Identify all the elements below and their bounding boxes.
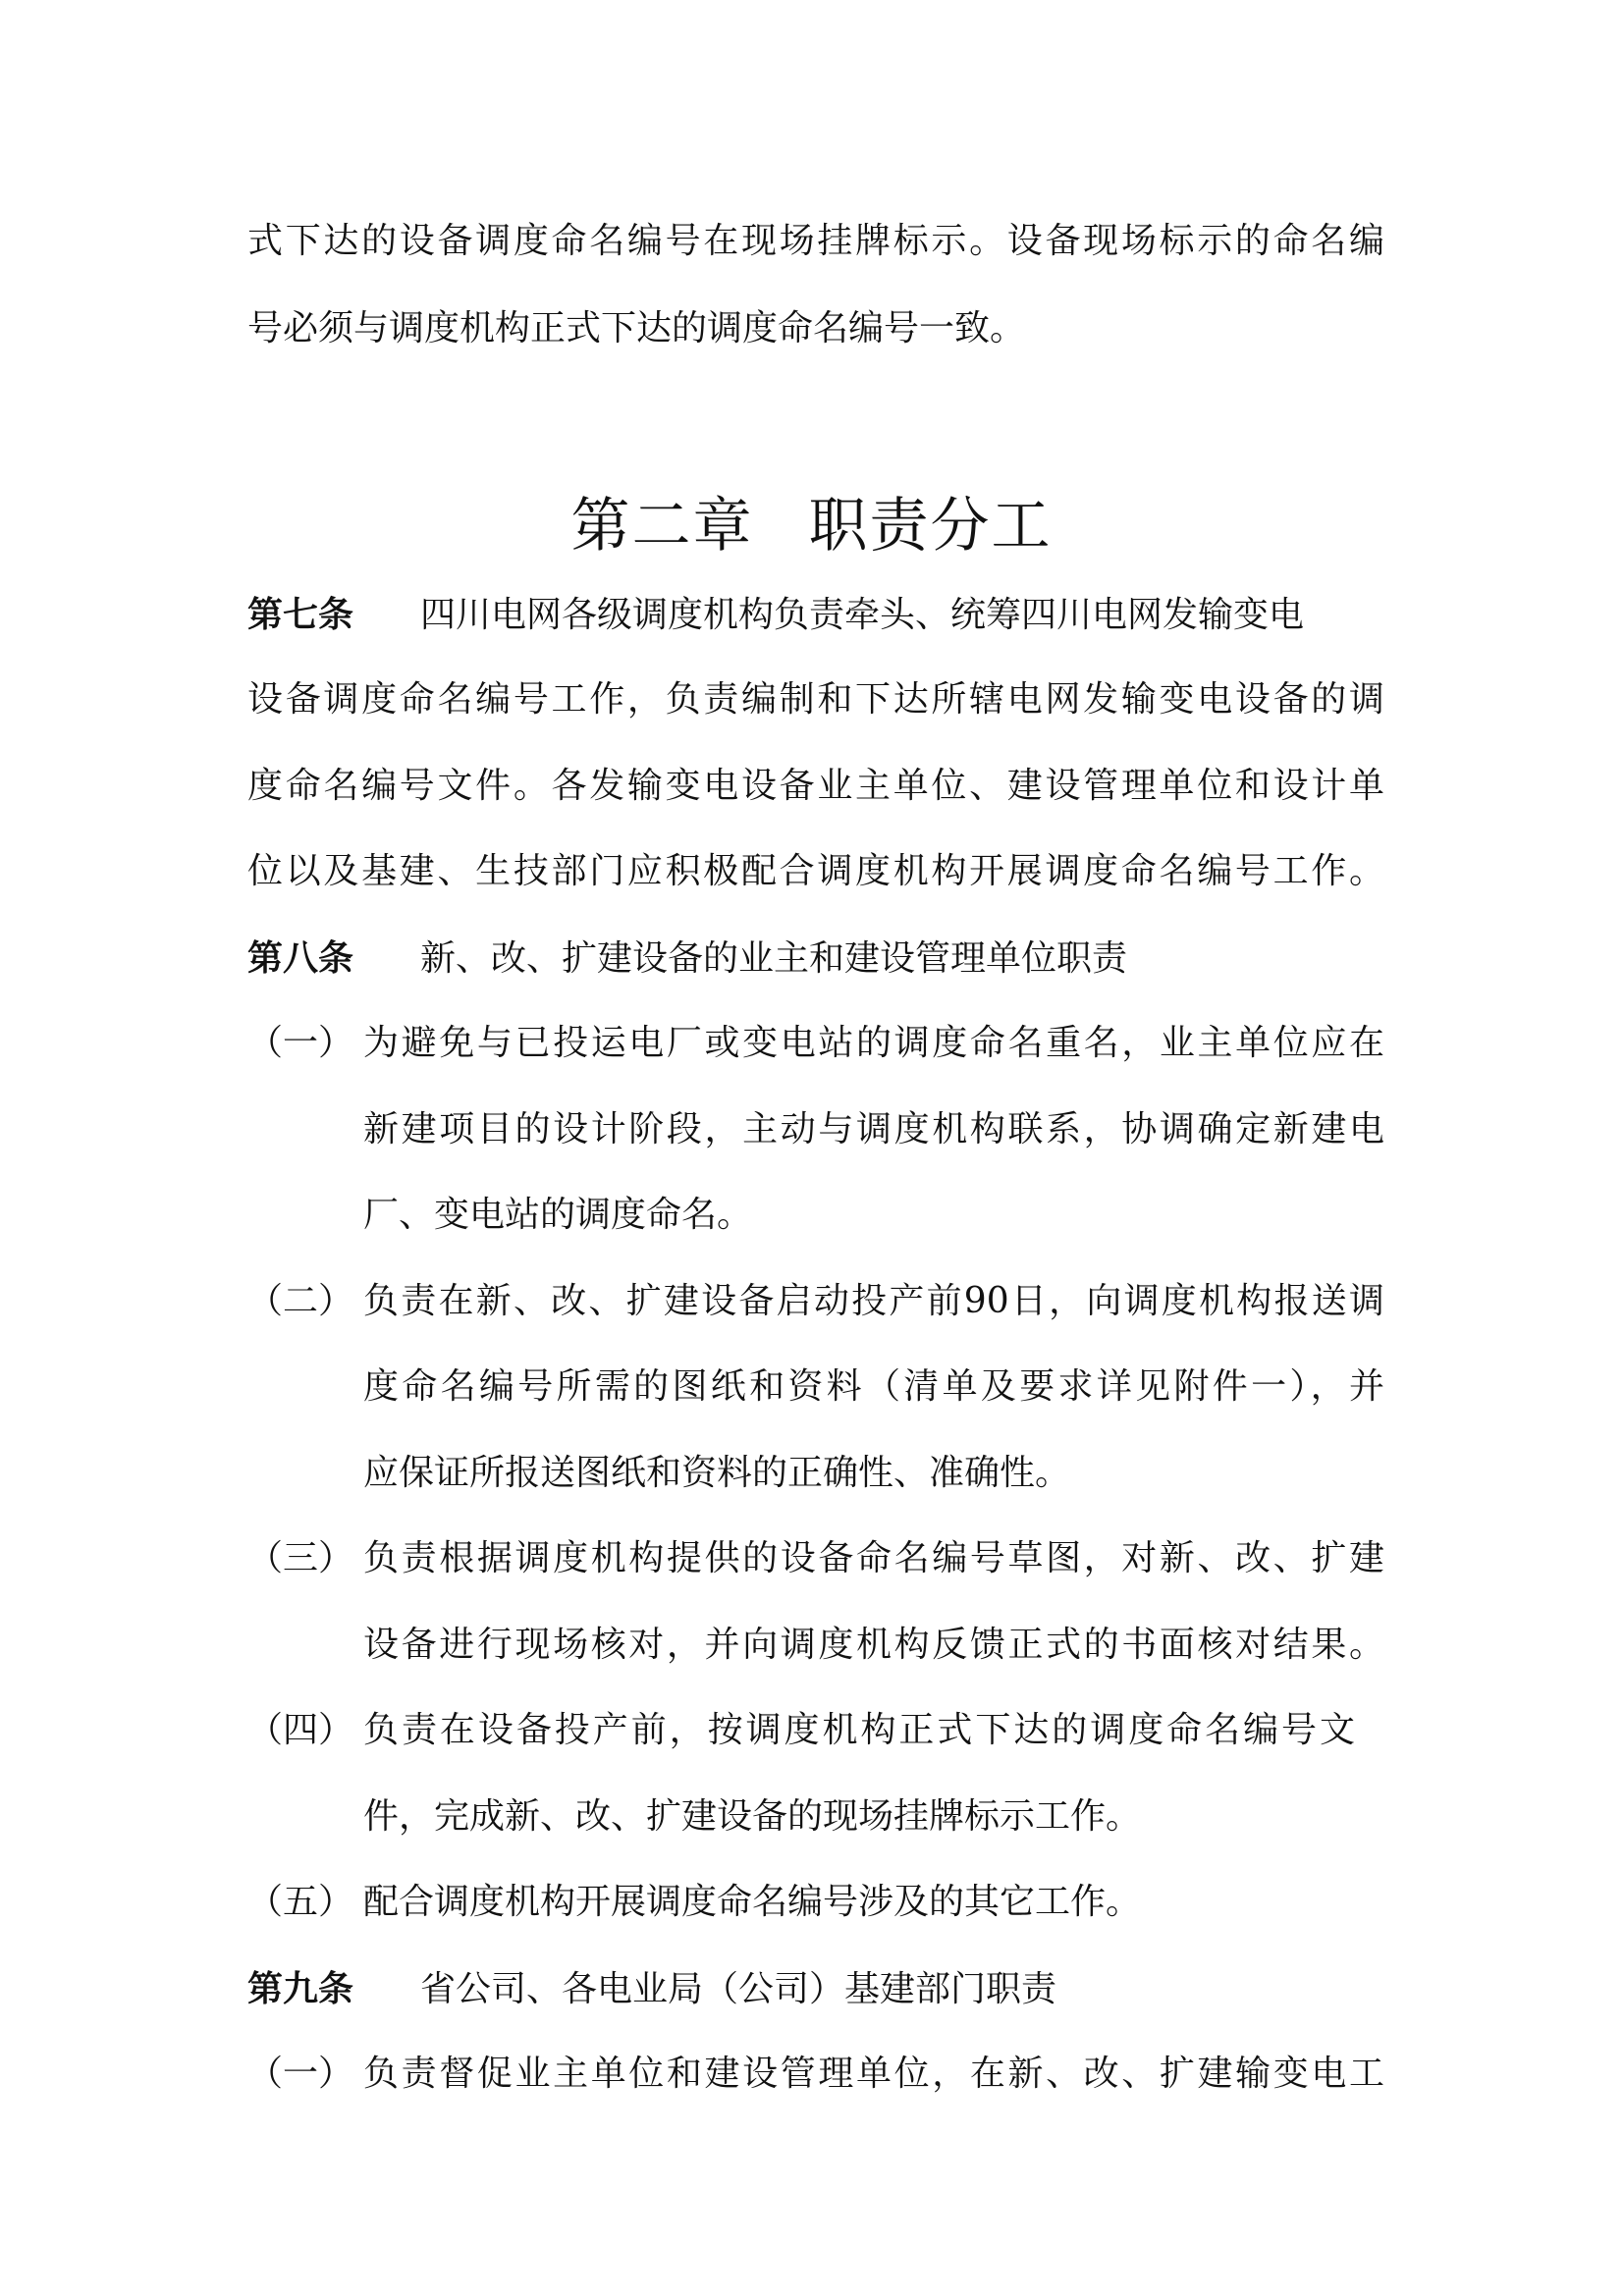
article-8-item-4-line-1: 负责在设备投产前，按调度机构正式下达的调度命名编号文 — [363, 1710, 1355, 1750]
article-8-item-3-line-1: 负责根据调度机构提供的设备命名编号草图，对新、改、扩建 — [363, 1538, 1384, 1578]
chapter-number: 第二章 — [570, 492, 754, 561]
article-7-line-2: 设备调度命名编号工作，负责编制和下达所辖电网发输变电设备的调 — [247, 679, 1384, 720]
article-8-item-5-line-1: 配合调度机构开展调度命名编号涉及的其它工作。 — [363, 1882, 1142, 1922]
article-8-item-3-line-2: 设备进行现场核对，并向调度机构反馈正式的书面核对结果。 — [363, 1625, 1384, 1665]
article-7-line-4: 位以及基建、生技部门应积极配合调度机构开展调度命名编号工作。 — [247, 851, 1384, 891]
article-8-item-1-line-1: 为避免与已投运电厂或变电站的调度命名重名，业主单位应在 — [363, 1023, 1384, 1063]
article-7-text: 四川电网各级调度机构负责牵头、统筹四川电网发输变电 — [420, 595, 1305, 635]
article-8-title: 新、改、扩建设备的业主和建设管理单位职责 — [420, 938, 1128, 979]
article-8-heading — [247, 936, 1127, 980]
article-8-item-5-number: （五） — [247, 1882, 354, 1922]
intro-line-2: 号必须与调度机构正式下达的调度命名编号一致。 — [247, 308, 1026, 348]
article-8-item-2-line-1: 负责在新、改、扩建设备启动投产前90日，向调度机构报送调 — [363, 1281, 1384, 1321]
article-8-item-1-line-2: 新建项目的设计阶段，主动与调度机构联系，协调确定新建电 — [363, 1109, 1384, 1149]
article-8-item-1-number: （一） — [247, 1023, 354, 1063]
article-8-item-4-line-2: 件，完成新、改、扩建设备的现场挂牌标示工作。 — [363, 1796, 1142, 1837]
chapter-heading — [0, 491, 1623, 561]
article-9-heading — [247, 1967, 1056, 2010]
chapter-title: 职责分工 — [808, 492, 1053, 561]
article-9-label: 第九条 — [247, 1968, 354, 2009]
article-8-item-2-number: （二） — [247, 1281, 354, 1321]
article-8-item-2-line-3: 应保证所报送图纸和资料的正确性、准确性。 — [363, 1453, 1071, 1493]
article-7-line-3: 度命名编号文件。各发输变电设备业主单位、建设管理单位和设计单 — [247, 766, 1384, 806]
article-7-label: 第七条 — [247, 594, 354, 635]
article-8-label: 第八条 — [247, 937, 354, 979]
article-8-item-3-number: （三） — [247, 1538, 354, 1578]
article-9-item-1-number: （一） — [247, 2054, 354, 2094]
article-8-item-1-line-3: 厂、变电站的调度命名。 — [363, 1195, 753, 1235]
article-9-item-1-line-1: 负责督促业主单位和建设管理单位，在新、改、扩建输变电工 — [363, 2054, 1384, 2094]
article-8-item-4-number: （四） — [247, 1710, 354, 1750]
article-8-item-2-line-2: 度命名编号所需的图纸和资料（清单及要求详见附件一），并 — [363, 1366, 1384, 1407]
article-7-line-1 — [247, 593, 1304, 636]
intro-line-1: 式下达的设备调度命名编号在现场挂牌标示。设备现场标示的命名编 — [247, 221, 1384, 261]
article-9-title: 省公司、各电业局（公司）基建部门职责 — [420, 1969, 1057, 2009]
